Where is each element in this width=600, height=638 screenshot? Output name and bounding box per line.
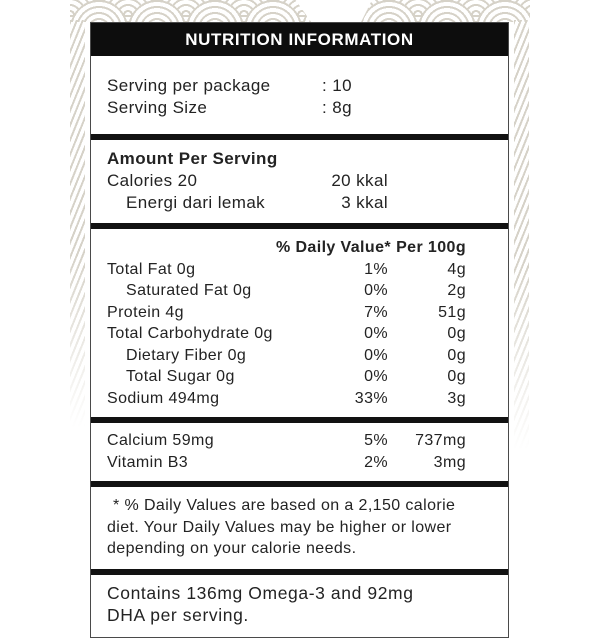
nutrient-label: Protein 4g [107, 303, 184, 321]
nutrient-per100: 3mg [433, 453, 466, 471]
nutrient-label: Dietary Fiber 0g [126, 346, 247, 364]
amount-value: 20 kkal [331, 171, 388, 190]
nutrition-label [90, 22, 509, 638]
minerals-section [91, 423, 508, 481]
serving-section [91, 56, 508, 134]
nutrient-per100: 51g [438, 303, 466, 321]
nutrient-dv: 0% [364, 368, 388, 385]
table-row [107, 323, 466, 345]
left-pattern-strip [70, 20, 85, 445]
nutrient-dv: 33% [354, 389, 388, 407]
serving-row [107, 97, 466, 119]
nutrient-per100: 3g [447, 389, 466, 407]
table-row [107, 280, 466, 302]
nutrient-per100: 4g [447, 260, 466, 278]
nutrient-dv: 1% [364, 260, 388, 278]
pattern-highlight-wedge [294, 0, 372, 22]
nutrient-label: Total Sugar 0g [126, 368, 235, 385]
amount-label: Calories 20 [107, 171, 198, 190]
amount-label: Energi dari lemak [126, 193, 266, 212]
nutrient-dv: 0% [364, 282, 388, 299]
contains-section [91, 575, 508, 637]
right-pattern-strip [514, 20, 529, 468]
amount-row [107, 170, 466, 192]
nutrient-dv: 7% [364, 303, 388, 321]
serving-row [107, 75, 466, 97]
amount-value: 3 kkal [341, 193, 388, 212]
table-row [107, 452, 466, 474]
amount-row [107, 192, 466, 214]
table-row [107, 302, 466, 324]
table-header-row [107, 237, 466, 259]
table-row [107, 259, 466, 281]
nutrient-label: Vitamin B3 [107, 453, 189, 471]
amount-heading: Amount Per Serving [107, 149, 278, 168]
per-100g-column-header: Per 100g [396, 239, 466, 256]
table-row [107, 366, 466, 388]
table-row [107, 345, 466, 367]
amount-per-serving-section [91, 140, 508, 223]
serving-value: : 8g [322, 98, 352, 117]
nutrient-label: Sodium 494mg [107, 389, 220, 407]
daily-value-column-header: % Daily Value* [276, 239, 391, 256]
table-row [107, 430, 466, 452]
nutrient-per100: 2g [447, 282, 466, 299]
nutrient-per100: 0g [447, 368, 466, 385]
table-row [107, 388, 466, 410]
serving-label: Serving Size [107, 98, 208, 117]
wave-pattern-band [70, 0, 530, 22]
nutrient-per100: 737mg [415, 432, 466, 449]
omega3-dha-note: Contains 136mg Omega-3 and 92mg DHA per serving. [107, 582, 414, 625]
nutrient-label: Total Carbohydrate 0g [107, 325, 273, 342]
nutrient-per100: 0g [447, 325, 466, 342]
nutrient-per100: 0g [447, 346, 466, 364]
serving-label: Serving per package [107, 76, 271, 95]
nutrient-label: Calcium 59mg [107, 432, 215, 449]
nutrient-label: Saturated Fat 0g [126, 282, 252, 299]
nutrient-dv: 0% [364, 346, 388, 364]
nutrient-table-section [91, 229, 508, 417]
label-header [91, 23, 508, 56]
nutrient-dv: 5% [364, 432, 388, 449]
serving-value: : 10 [322, 76, 352, 95]
daily-value-footnote: * % Daily Values are based on a 2,150 calorie diet. Your Daily Values may be higher or lower depending on your calorie needs. [107, 497, 456, 557]
footnote-section [91, 487, 508, 569]
label-title: NUTRITION INFORMATION [185, 29, 414, 49]
nutrient-label: Total Fat 0g [107, 260, 196, 278]
nutrient-dv: 2% [364, 453, 388, 471]
nutrient-dv: 0% [364, 325, 388, 342]
